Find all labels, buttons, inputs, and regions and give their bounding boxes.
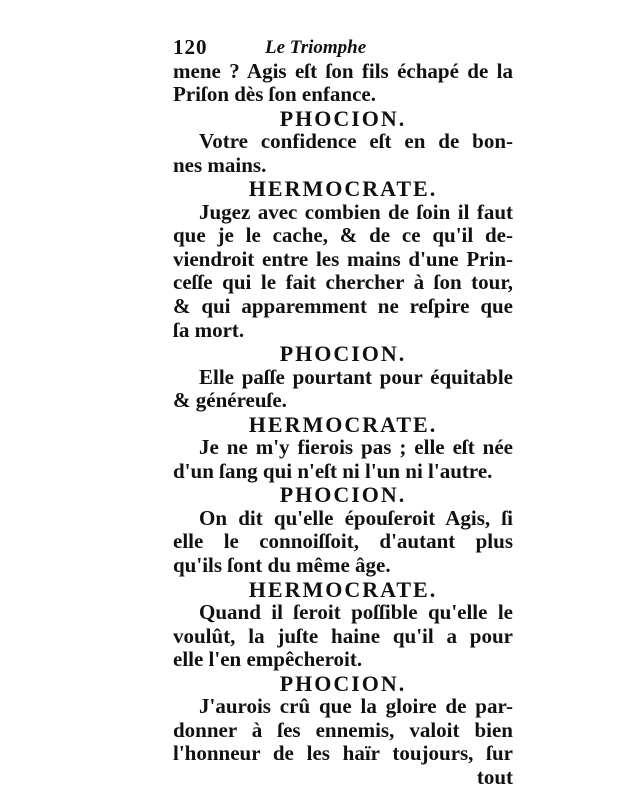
text-line: elle le connoiſſoit, d'autant plus (173, 529, 513, 554)
text-line: donner à ſes ennemis, valoit bien (173, 717, 513, 742)
text-line: ceſſe qui le fait chercher à ſon tour, (173, 270, 513, 295)
speaker-name: HERMOCRATE. (248, 411, 438, 437)
text-line: d'un ſang qui n'eſt ni l'un ni l'autre. (173, 458, 493, 483)
text-line: qu'ils ſont du même âge. (173, 553, 391, 578)
text-line: Priſon dès ſon enfance. (173, 82, 376, 107)
speaker-name: PHOCION. (279, 670, 407, 696)
text-line: On dit qu'elle épouſeroit Agis, ſi (199, 505, 513, 530)
text-line: Quand il ſeroit poſſible qu'elle le (199, 600, 513, 625)
text-line: J'aurois crû que la gloire de par- (199, 694, 513, 719)
text-line: & qui apparemment ne reſpire que (173, 294, 513, 319)
text-line: Elle paſſe pourtant pour équitable (199, 364, 513, 389)
text-line: mene ? Agis eſt ſon fils échapé de la (173, 58, 513, 83)
text-line: & généreuſe. (173, 388, 287, 413)
speaker-name: PHOCION. (279, 341, 407, 367)
text-line: ſa mort. (173, 317, 245, 342)
text-line: Je ne m'y fierois pas ; elle eſt née (199, 435, 513, 460)
text-line: Jugez avec combien de ſoin il faut (199, 199, 513, 224)
running-title: Le Triomphe (265, 37, 367, 58)
catchword: tout (476, 764, 513, 789)
running-header (173, 36, 513, 60)
text-line: que je le cache, & de ce qu'il de- (173, 223, 513, 248)
text-line: Votre confidence eſt en de bon- (199, 129, 513, 154)
speaker-name: HERMOCRATE. (248, 576, 438, 602)
speaker-name: PHOCION. (279, 105, 407, 131)
text-line: nes mains. (173, 152, 267, 177)
book-page (173, 36, 513, 790)
speaker-name: PHOCION. (279, 482, 407, 508)
text-line: elle l'en empêcheroit. (173, 647, 363, 672)
text-line: voulût, la juſte haine qu'il a pour (173, 623, 513, 648)
speaker-name: HERMOCRATE. (248, 176, 438, 202)
page-number: 120 (173, 35, 208, 59)
text-line: viendroit entre les mains d'une Prin- (173, 246, 513, 271)
text-line: l'honneur de les haïr toujours, ſur (173, 741, 513, 766)
